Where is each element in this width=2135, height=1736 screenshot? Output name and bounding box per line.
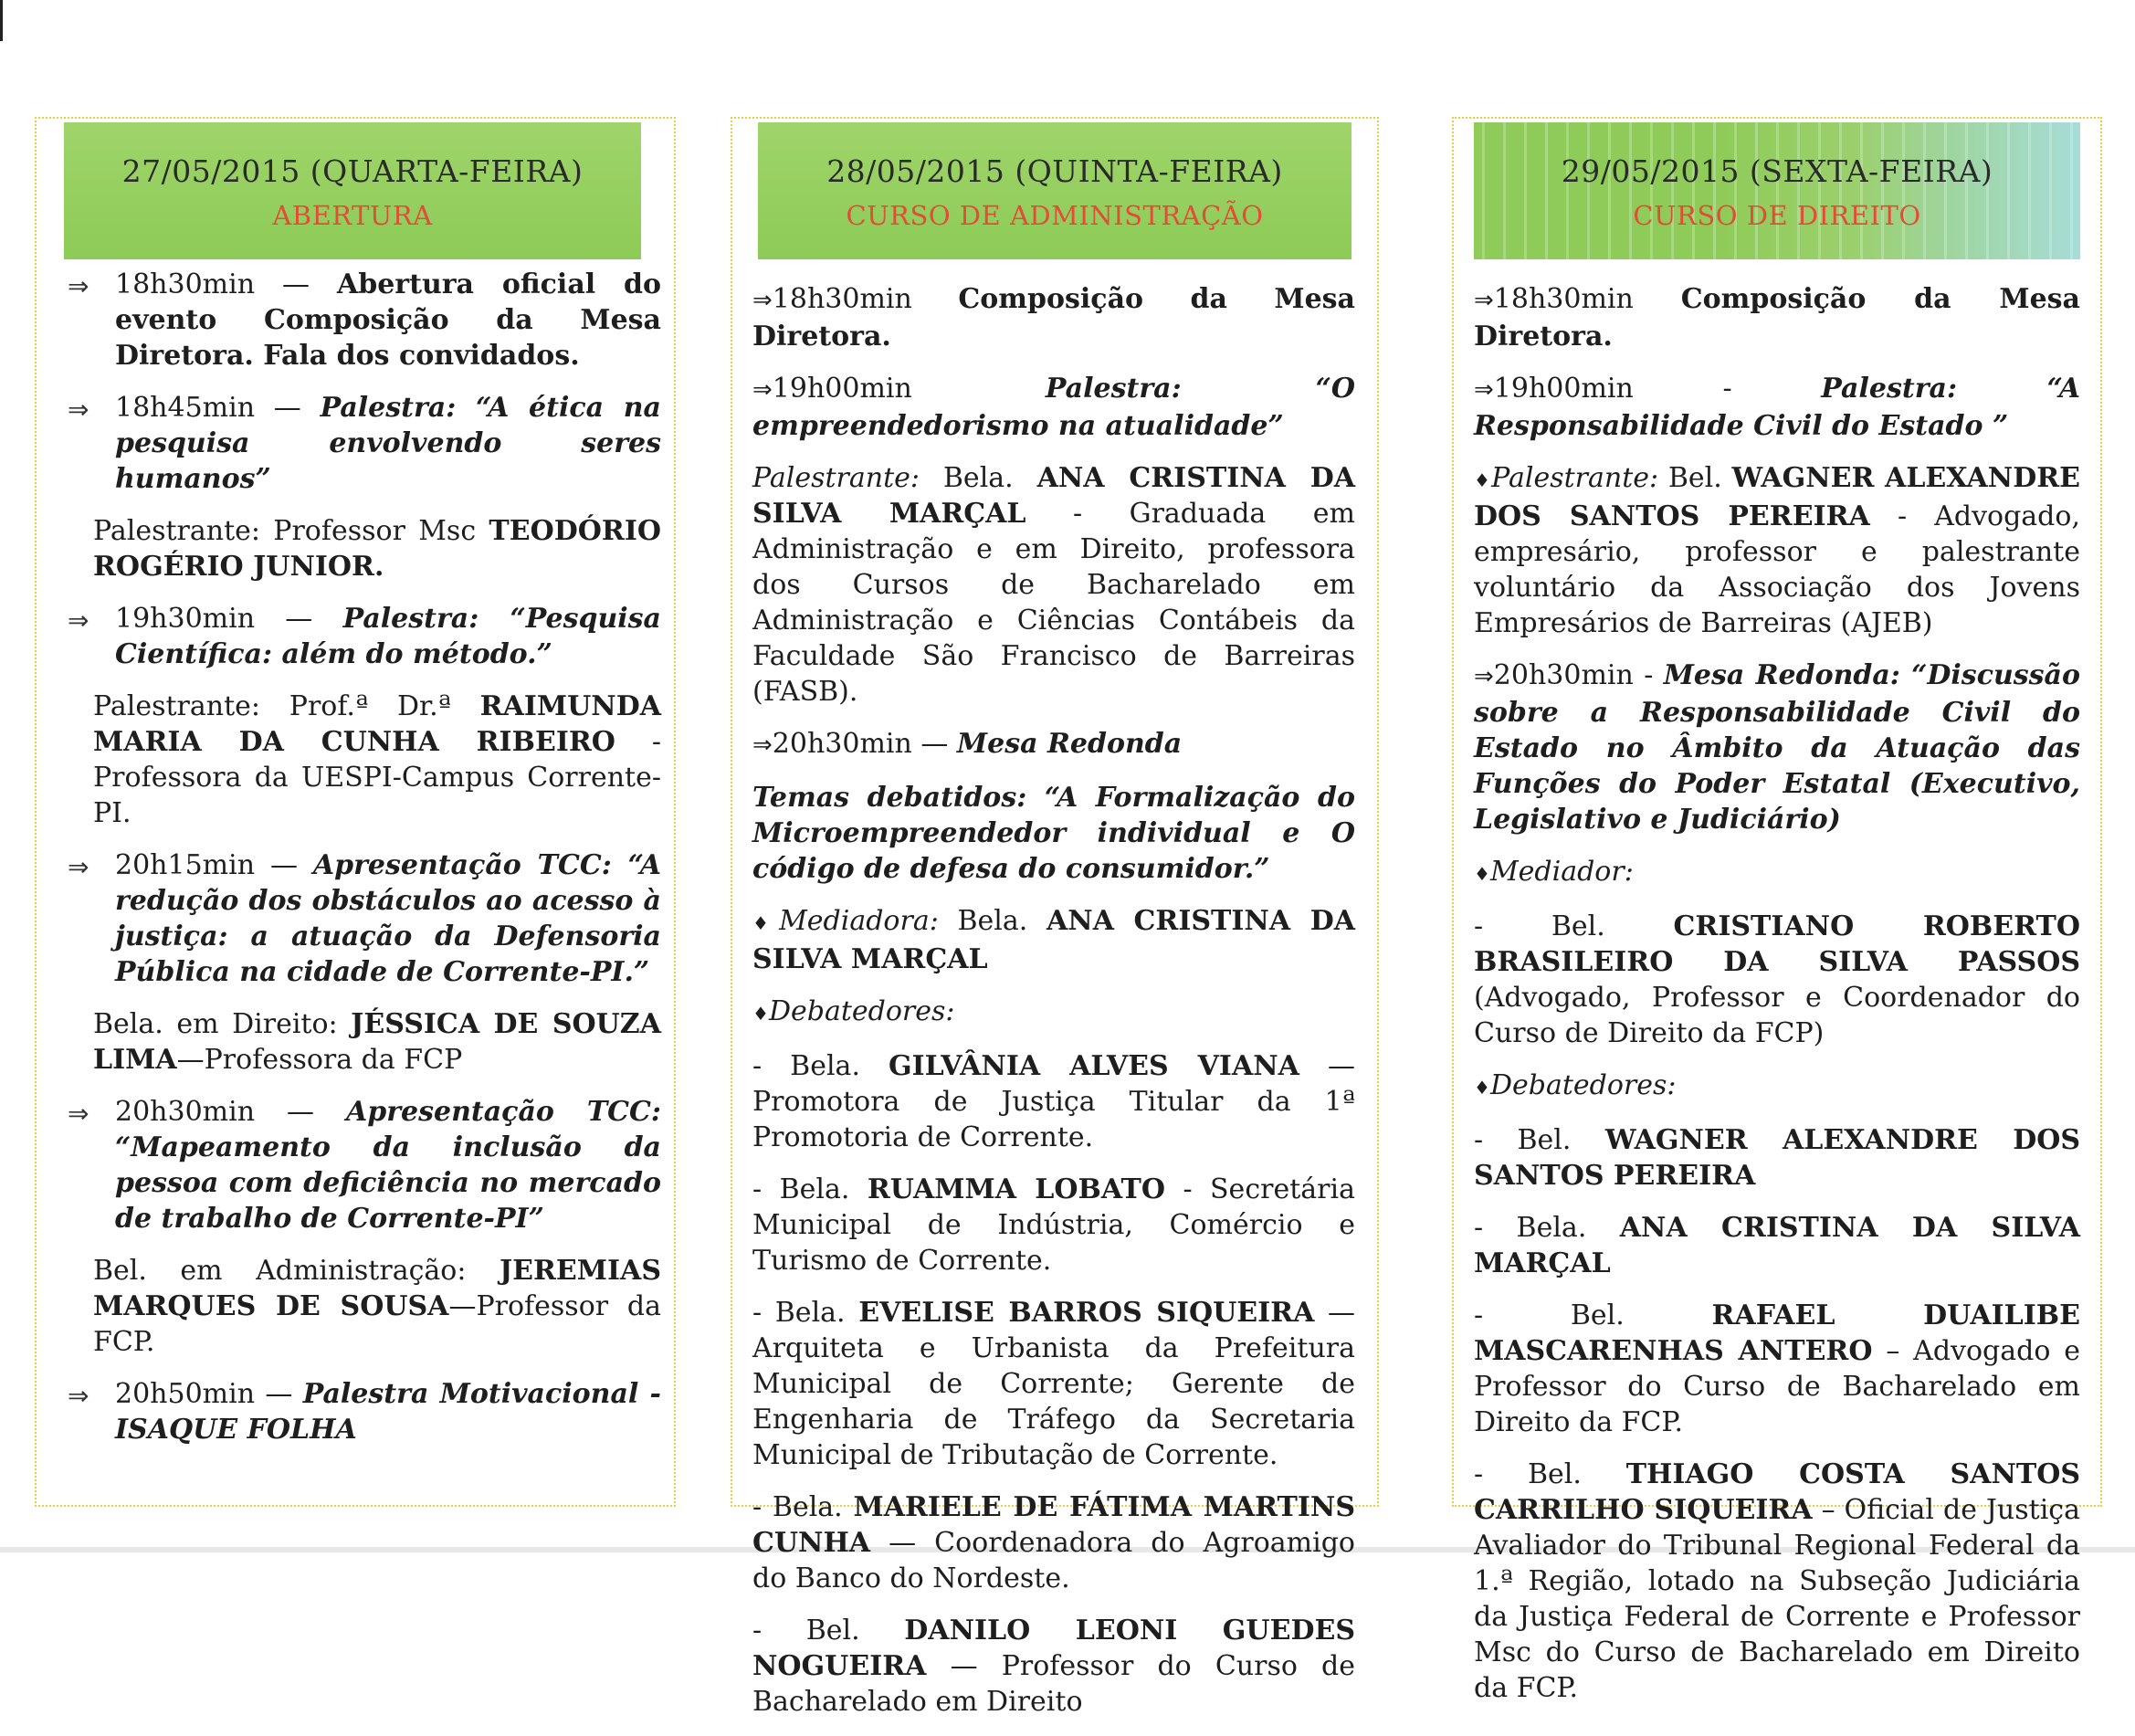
- speaker-description: - Graduada em Administração e em Direito, professora dos Cursos de Bacharelado em Administração e Ciências Contábeis da Faculdade São Francisco de Barreiras (FASB).: [752, 498, 1355, 708]
- speaker-description: - Advogado, empresário, professor e palestrante voluntário da Associação dos Jovens Empresários de Barreiras (AJEB): [1474, 500, 2080, 639]
- program-item: [752, 281, 1355, 354]
- item-title: Palestra: “Pesquisa Científica: além do método.”: [115, 603, 661, 670]
- arrow-icon: ⇒: [68, 605, 89, 636]
- speaker-prefix: Bel. em Administração:: [93, 1255, 467, 1287]
- speaker-label: Palestrante:: [1491, 462, 1659, 494]
- speaker-prefix: Bela.: [942, 462, 1014, 494]
- debaters-label: Debatedores:: [768, 995, 955, 1027]
- debater-prefix: - Bela.: [752, 1491, 843, 1523]
- speaker-role: —Professora da FCP: [176, 1044, 463, 1076]
- debater-name: DANILO LEONI GUEDES NOGUEIRA: [752, 1615, 1356, 1682]
- speaker-line: [55, 513, 661, 584]
- arrow-icon: ⇒: [1474, 663, 1494, 690]
- speaker-block: [752, 460, 1355, 710]
- item-time: 18h45min —: [115, 392, 301, 424]
- day-subtitle: CURSO DE DIREITO: [1633, 200, 1921, 231]
- day-column-3: [1452, 117, 2102, 1704]
- diamond-icon: ♦: [1474, 469, 1492, 491]
- item-time: 19h00min: [1493, 373, 1634, 405]
- day-subtitle: CURSO DE ADMINISTRAÇÃO: [846, 200, 1264, 231]
- day-header: [1474, 122, 2080, 259]
- debater: [1474, 1210, 2080, 1281]
- moderator-prefix: - Bel.: [1474, 910, 1605, 942]
- item-separator: -: [1644, 659, 1654, 691]
- speaker-label: Palestrante:: [752, 462, 920, 494]
- item-time: 20h30min —: [772, 728, 949, 760]
- arrow-icon: ⇒: [68, 852, 89, 882]
- speaker-role: - Professora da UESPI-Campus Corrente-PI.: [93, 726, 661, 829]
- debater: [752, 1048, 1355, 1155]
- moderator: [752, 903, 1355, 977]
- debater-description: – Advogado e Professor do Curso de Bacharelado em Direito da FCP.: [1474, 1335, 2080, 1438]
- item-title: Apresentação TCC: “Mapeamento da inclusão da pessoa com deficiência no mercado de trabalho de Corrente-PI”: [115, 1096, 661, 1235]
- program-item: [55, 1094, 661, 1236]
- topics: Temas debatidos: “A Formalização do Microempreendedor individual e O código de defesa do consumidor.”: [752, 782, 1355, 885]
- debater-description: — Professor do Curso de Bacharelado em Direito: [752, 1650, 1355, 1718]
- item-title: Composição da Mesa Diretora.: [1474, 283, 2080, 352]
- program-item: [55, 847, 661, 990]
- debater: [1474, 1457, 2080, 1706]
- arrow-icon: ⇒: [68, 271, 89, 301]
- debaters-heading: [752, 994, 1355, 1032]
- debater-name: RUAMMA LOBATO: [867, 1173, 1165, 1205]
- speaker-name: JEREMIAS MARQUES DE SOUSA: [93, 1255, 661, 1322]
- debater-name: WAGNER ALEXANDRE DOS SANTOS PEREIRA: [1474, 1124, 2081, 1192]
- program-item: [55, 1376, 661, 1447]
- debaters-label: Debatedores:: [1489, 1069, 1677, 1101]
- debater-name: GILVÂNIA ALVES VIANA: [889, 1050, 1299, 1082]
- debater: [752, 1295, 1355, 1473]
- debater-description: — Arquiteta e Urbanista da Prefeitura Municipal de Corrente; Gerente de Engenharia de Tráfego da Secretaria Municipal de Tributação de Corrente.: [752, 1297, 1356, 1471]
- day-column-2: [731, 117, 1379, 1718]
- moderator-description: (Advogado, Professor e Coordenador do Curso de Direito da FCP): [1474, 982, 2080, 1049]
- arrow-icon: ⇒: [68, 1381, 89, 1411]
- day-program: [752, 281, 1355, 1736]
- day-date: 28/05/2015 (QUINTA-FEIRA): [826, 153, 1283, 189]
- debater-name: THIAGO COSTA SANTOS CARRILHO SIQUEIRA: [1474, 1458, 2080, 1526]
- debater-prefix: - Bela.: [752, 1297, 846, 1329]
- moderator-name: ANA CRISTINA DA SILVA MARÇAL: [752, 905, 1355, 975]
- arrow-icon: ⇒: [68, 1099, 89, 1129]
- item-title: Abertura oficial do evento Composição da Mesa Diretora. Fala dos convidados.: [115, 268, 661, 372]
- debater: [1474, 1298, 2080, 1440]
- diamond-icon: ♦: [1474, 863, 1490, 885]
- speaker-name: WAGNER ALEXANDRE DOS SANTOS PEREIRA: [1474, 462, 2081, 532]
- speaker-role: —Professor da FCP.: [93, 1290, 662, 1358]
- program-item: [1474, 281, 2080, 354]
- debater-prefix: - Bel.: [752, 1615, 860, 1647]
- item-time: 20h50min —: [115, 1378, 293, 1410]
- item-time: 18h30min: [772, 283, 912, 315]
- program-item: [1474, 371, 2080, 444]
- item-title: Palestra: “A Responsabilidade Civil do Estado ”: [1474, 373, 2080, 442]
- item-time: 19h30min —: [115, 603, 313, 635]
- debater-prefix: - Bela.: [1474, 1212, 1587, 1244]
- program-item: [1474, 658, 2080, 837]
- arrow-icon: ⇒: [1474, 376, 1494, 404]
- program-item: [55, 601, 661, 672]
- diamond-icon: ♦: [752, 1003, 769, 1025]
- moderator-heading: [1474, 854, 2080, 892]
- day-subtitle: ABERTURA: [272, 200, 433, 231]
- moderator-label: Mediador:: [1489, 856, 1634, 888]
- speaker-block: [1474, 460, 2080, 641]
- debater-name: ANA CRISTINA DA SILVA MARÇAL: [1474, 1212, 2080, 1279]
- debater-prefix: - Bel.: [1474, 1299, 1625, 1331]
- program-item: [55, 267, 661, 374]
- program-item: [55, 390, 661, 497]
- diamond-icon: ♦: [1474, 1077, 1490, 1099]
- day-program: [1474, 281, 2080, 1722]
- program-item: [752, 726, 1355, 763]
- speaker-line: [55, 1253, 661, 1360]
- arrow-icon: ⇒: [1474, 287, 1494, 314]
- item-title: Palestra: “O empreendedorismo na atualidade”: [752, 373, 1355, 442]
- debater: [752, 1489, 1355, 1596]
- item-time: 20h30min: [1493, 659, 1634, 691]
- item-title: Mesa Redonda: “Discussão sobre a Responsabilidade Civil do Estado no Âmbito da Atuação das Funções do Poder Estatal (Executivo, Legislativo e Judiciário): [1474, 659, 2081, 836]
- moderator-prefix: Bela.: [957, 905, 1028, 937]
- speaker-prefix: Palestrante: Prof.ª Dr.ª: [93, 690, 451, 722]
- arrow-icon: ⇒: [68, 395, 89, 425]
- moderator: [1474, 909, 2080, 1051]
- item-title: Mesa Redonda: [956, 728, 1183, 760]
- debater-name: RAFAEL DUAILIBE MASCARENHAS ANTERO: [1474, 1299, 2080, 1367]
- item-title: Composição da Mesa Diretora.: [752, 283, 1355, 352]
- debater-prefix: - Bel.: [1474, 1458, 1582, 1490]
- day-program: [55, 267, 661, 1464]
- debater-prefix: - Bela.: [752, 1173, 850, 1205]
- program-item: [752, 371, 1355, 444]
- speaker-prefix: Bel.: [1667, 462, 1722, 494]
- arrow-icon: ⇒: [752, 376, 773, 404]
- arrow-icon: ⇒: [752, 731, 773, 759]
- speaker-prefix: Palestrante: Professor Msc: [93, 515, 477, 547]
- debater-description: — Promotora de Justiça Titular da 1ª Promotoria de Corrente.: [752, 1050, 1355, 1153]
- moderator-name: CRISTIANO ROBERTO BRASILEIRO DA SILVA PASSOS: [1474, 910, 2080, 978]
- speaker-line: [55, 689, 661, 831]
- debater: [1474, 1122, 2080, 1194]
- speaker-name: RAIMUNDA MARIA DA CUNHA RIBEIRO: [93, 690, 661, 758]
- debater-description: — Coordenadora do Agroamigo do Banco do Nordeste.: [752, 1527, 1355, 1594]
- scan-edge-mark: [0, 0, 3, 41]
- debater-prefix: - Bel.: [1474, 1124, 1572, 1156]
- debater-prefix: - Bela.: [752, 1050, 860, 1082]
- debaters-heading: [1474, 1068, 2080, 1106]
- day-header: [758, 122, 1351, 259]
- item-time: 20h30min —: [115, 1096, 315, 1128]
- arrow-icon: ⇒: [752, 287, 773, 314]
- day-date: 29/05/2015 (SEXTA-FEIRA): [1561, 153, 1993, 189]
- debater: [752, 1613, 1355, 1720]
- item-time: 18h30min —: [115, 268, 310, 300]
- speaker-name: TEODÓRIO ROGÉRIO JUNIOR.: [93, 515, 661, 583]
- debater: [752, 1172, 1355, 1278]
- debater-description: - Secretária Municipal de Indústria, Comércio e Turismo de Corrente.: [752, 1173, 1355, 1277]
- day-column-1: [35, 117, 676, 1507]
- moderator-label: Mediadora:: [779, 905, 939, 937]
- day-header: [64, 122, 641, 259]
- debater-name: EVELISE BARROS SIQUEIRA: [858, 1297, 1315, 1329]
- item-title: Apresentação TCC: “A redução dos obstáculos ao acesso à justiça: a atuação da Defensoria Pública na cidade de Corrente-PI.”: [115, 849, 662, 988]
- diamond-icon: ♦: [752, 912, 780, 934]
- debater-description: – Oficial de Justiça Avaliador do Tribunal Regional Federal da 1.ª Região, lotado na Subseção Judiciária da Justiça Federal de Corrente e Professor Msc do Curso de Bacharelado em Direito da FCP.: [1474, 1494, 2080, 1704]
- speaker-name: JÉSSICA DE SOUZA LIMA: [93, 1008, 661, 1076]
- item-separator: -: [1722, 373, 1732, 405]
- debater-name: MARIELE DE FÁTIMA MARTINS CUNHA: [752, 1491, 1355, 1559]
- item-time: 18h30min: [1493, 283, 1634, 315]
- item-time: 19h00min: [772, 373, 912, 405]
- item-time: 20h15min —: [115, 849, 298, 881]
- day-date: 27/05/2015 (QUARTA-FEIRA): [121, 153, 584, 189]
- speaker-name: ANA CRISTINA DA SILVA MARÇAL: [752, 462, 1356, 530]
- speaker-line: [55, 1006, 661, 1078]
- item-title: Palestra: “A ética na pesquisa envolvendo seres humanos”: [115, 392, 661, 495]
- speaker-prefix: Bela. em Direito:: [93, 1008, 338, 1040]
- item-title: Palestra Motivacional - ISAQUE FOLHA: [115, 1378, 661, 1446]
